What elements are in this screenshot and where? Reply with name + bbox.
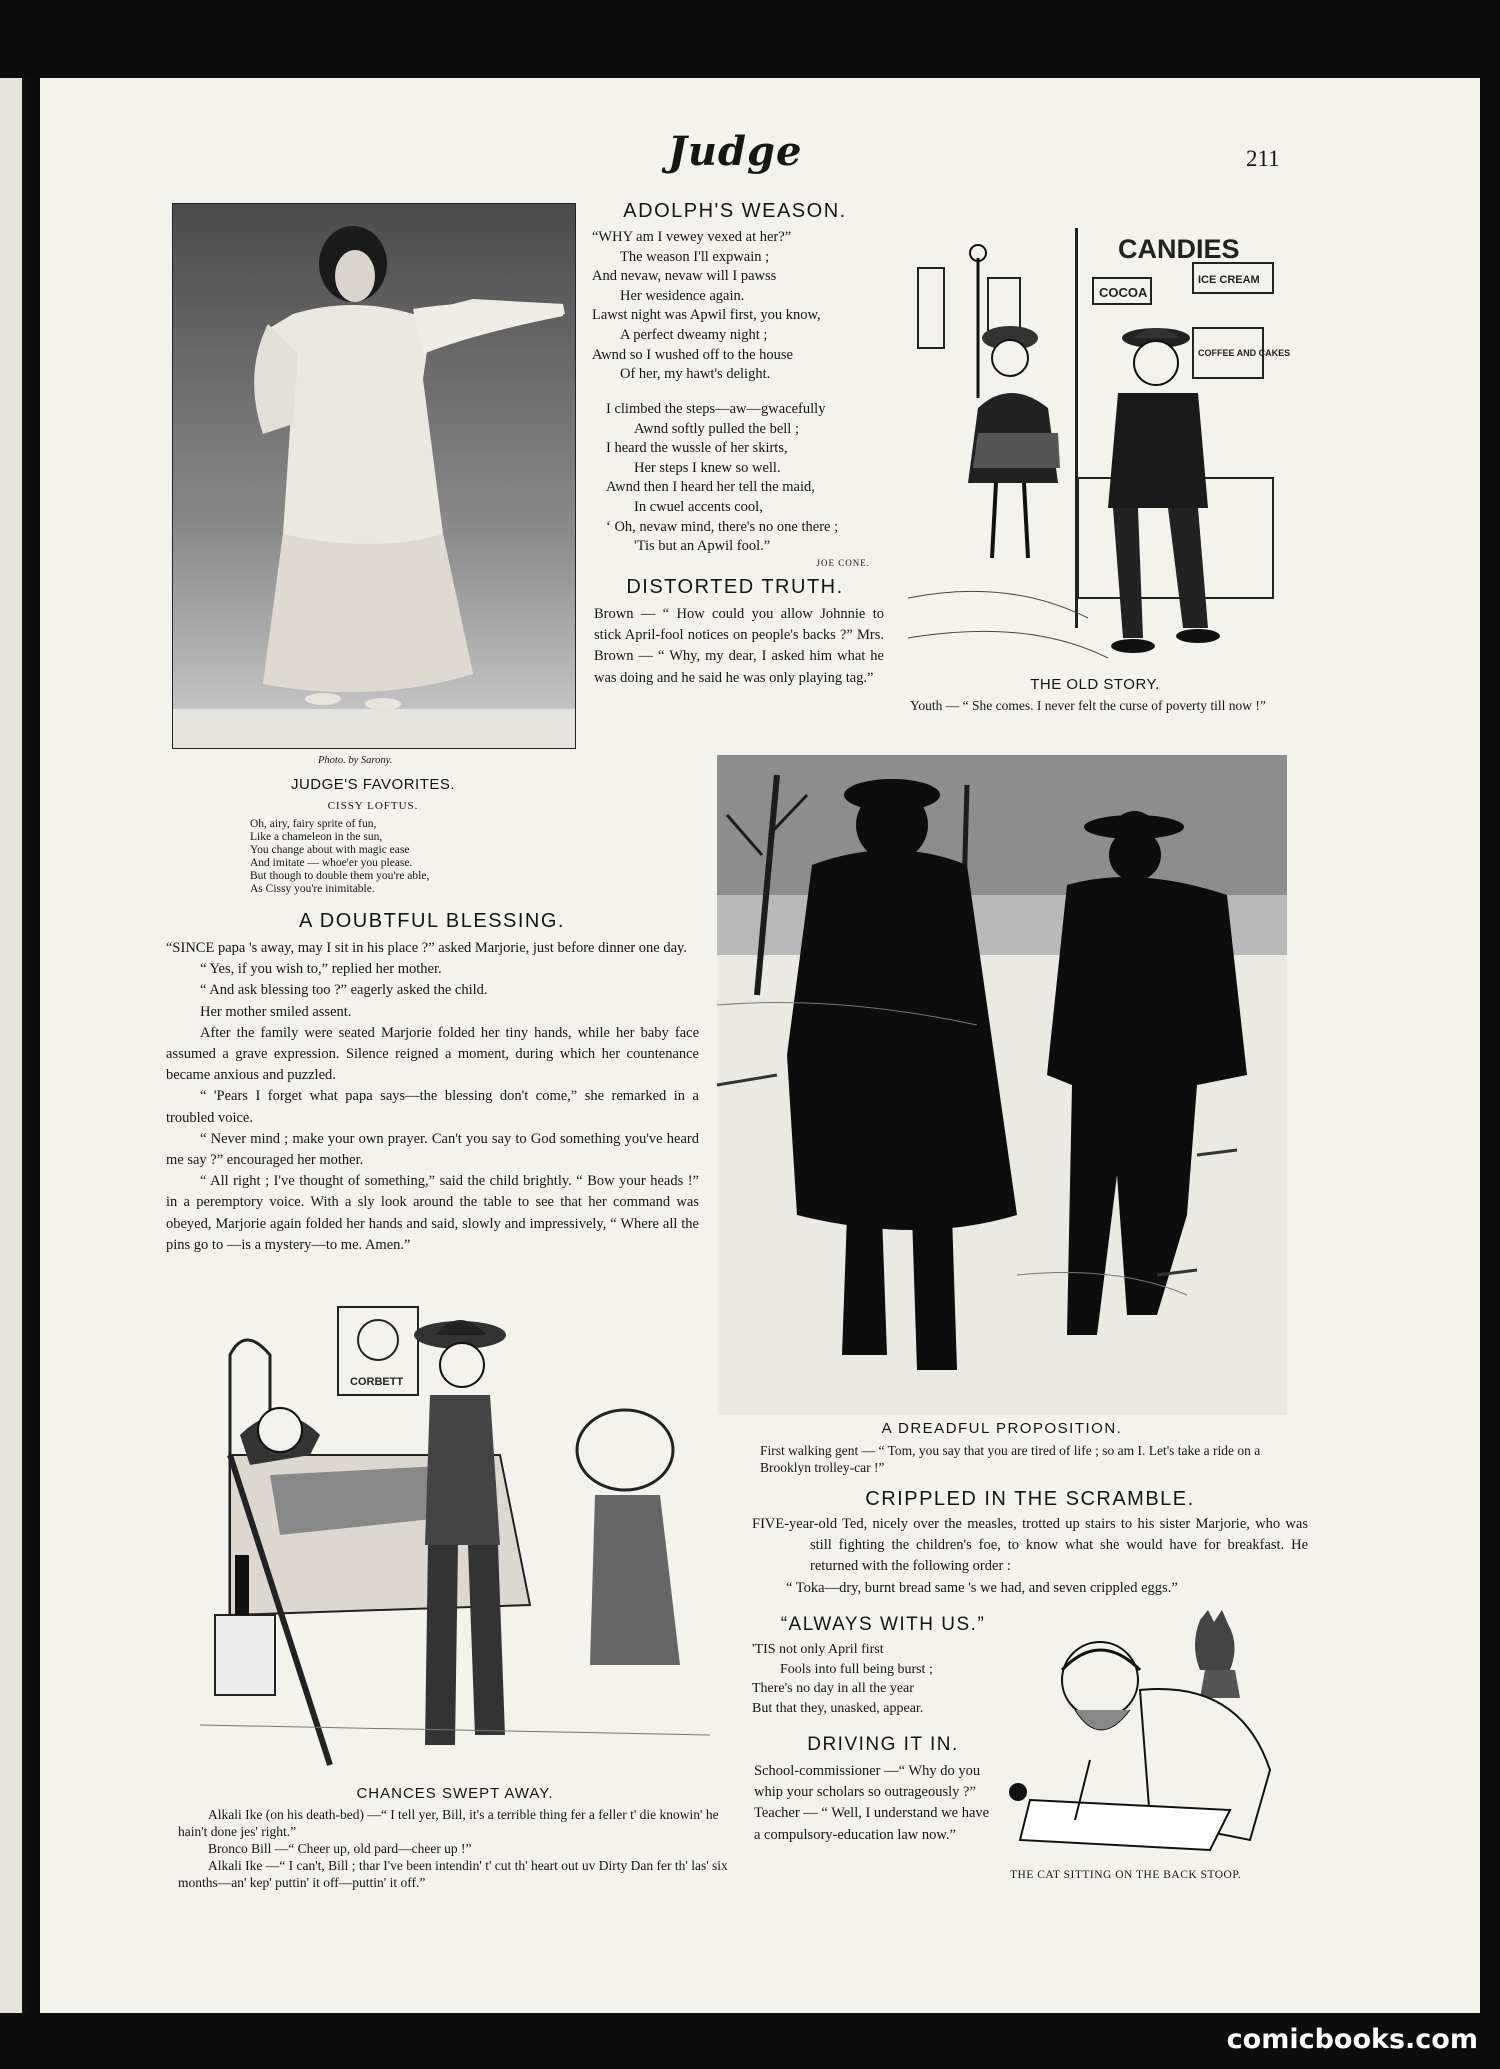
verse-line: I heard the wussle of her skirts, [606,440,788,457]
verse-line: 'TIS not only April first [752,1642,884,1657]
story-paragraph: “ All right ; I've thought of something,” said the child brightly. “ Bow your heads !” in a peremptory voice. With a sly look around the table to see that her command was obeyed, Marjorie again folded her hands and said, slowly and impressively, “ Where all the pins go to —is a mystery—to me. Amen.” [166,1173,699,1253]
verse-line: In cwuel accents cool, [634,498,763,515]
left-page-edge [0,78,28,2013]
verse-line: “WHY am I vewey vexed at her?” [592,229,792,245]
sign-cocoa: COCOA [1099,285,1148,300]
page-number: 211 [1246,146,1280,171]
doubtful-blessing-title: A DOUBTFUL BLESSING. [299,910,565,932]
old-story-title: THE OLD STORY. [1030,676,1160,693]
dreadful-proposition-title: A DREADFUL PROPOSITION. [881,1420,1123,1437]
always-with-us-poem [752,1640,1022,1718]
poem-line: You change about with magic ease [250,844,410,856]
poem-line: And imitate — whoe'er you please. [250,857,413,869]
driving-it-in-title: DRIVING IT IN. [807,1734,959,1755]
photo-credit: Photo. by Sarony. [318,755,393,766]
sign-ice-cream: ICE CREAM [1198,274,1260,286]
dreadful-proposition-illustration [717,755,1287,1415]
corbett-poster-label: CORBETT [350,1376,404,1388]
verse-line: Lawst night was Apwil first, you know, [592,307,821,324]
story-paragraph: “SINCE papa 's away, may I sit in his place ?” asked Marjorie, just before dinner one day. [166,940,687,956]
story-paragraph: FIVE-year-old Ted, nicely over the measles, trotted up stairs to his sister Marjorie, who was still fighting the children's foe, to know what she would have for breakfast. He returned with the following order : [752,1516,1308,1575]
sign-coffee: COFFEE AND CAKES [1198,348,1291,358]
verse-line: The weason I'll expwain ; [620,248,770,265]
chances-swept-away-caption [178,1806,734,1891]
verse-line: But that they, unasked, appear. [752,1700,924,1716]
masthead: Judge [668,128,803,175]
story-paragraph: “ Toka—dry, burnt bread same 's we had, and seven crippled eggs.” [786,1579,1178,1596]
distorted-truth-title: DISTORTED TRUTH. [626,576,844,598]
poem-line: Like a chameleon in the sun, [250,831,383,843]
old-story-illustration [908,198,1291,670]
verse-line: Her wesidence again. [620,287,745,304]
adolphs-weason-stanza-1 [592,228,882,385]
judges-favorites-poem [250,818,429,896]
adolphs-weason-stanza-2 [606,400,896,557]
cissy-loftus-photo [172,203,576,749]
story-paragraph: “ And ask blessing too ?” eagerly asked the child. [200,982,488,999]
judges-favorites-subtitle: CISSY LOFTUS. [327,800,419,812]
story-paragraph: “ 'Pears I forget what papa says—the blessing don't come,” she remarked in a troubled voice. [166,1088,699,1126]
distorted-truth-text: Brown — “ How could you allow Johnnie to stick April-fool notices on people's backs ?” Mrs. Brown — “ Why, my dear, I asked him what he was doing and he said he was only playing tag.” [594,606,884,686]
chances-swept-away-illustration [200,1285,710,1785]
verse-line: Her steps I knew so well. [634,459,781,476]
poem-line: But though to double them you're able, [250,870,430,882]
adolphs-weason-author: JOE CONE. [816,558,870,568]
adolphs-weason-title: ADOLPH'S WEASON. [623,200,847,222]
verse-line: ‘ Oh, nevaw mind, there's no one there ; [606,518,839,535]
dreadful-proposition-caption: First walking gent — “ Tom, you say that you are tired of life ; so am I. Let's take a ride on a Brooklyn trolley-car !” [760,1443,1261,1475]
story-paragraph: “ Never mind ; make your own prayer. Can't you say to God something you've heard me say ?” encouraged her mother. [166,1130,699,1169]
story-paragraph: “ Yes, if you wish to,” replied her mother. [200,961,442,978]
verse-line: Of her, my hawt's delight. [620,366,771,383]
watermark: comicbooks.com [1226,2024,1478,2055]
always-with-us-title: “ALWAYS WITH US.” [780,1614,986,1635]
verse-line: Awnd then I heard her tell the maid, [606,479,815,496]
caption-line: Alkali Ike —“ I can't, Bill ; thar I've been intendin' t' cut th' heart out uv Dirty Dan fer th' las' six months—an' kep' puttin' it off—puttin' it off.” [178,1858,728,1890]
verse-line: Awnd softly pulled the bell ; [634,420,799,437]
caption-line: Alkali Ike (on his death-bed) —“ I tell yer, Bill, it's a terrible thing fer a feller t' die knowin' he hain't done jes' right.” [178,1807,719,1839]
caption-line: Bronco Bill —“ Cheer up, old pard—cheer up !” [208,1841,472,1856]
verse-line: Awnd so I wushed off to the house [592,346,793,363]
cat-illustration [1000,1610,1310,1865]
driving-it-in-text: School-commissioner —“ Why do you whip your scholars so outrageously ?” Teacher — “ Well, I understand we have a compulsory-education law now.” [754,1763,990,1843]
poem-line: Oh, airy, fairy sprite of fun, [250,818,377,830]
chances-swept-away-title: CHANCES SWEPT AWAY. [356,1785,554,1802]
verse-line: Fools into full being burst ; [780,1661,933,1677]
crippled-text [752,1514,1308,1599]
poem-line: As Cissy you're inimitable. [250,883,375,895]
judges-favorites-title: JUDGE'S FAVORITES. [290,776,456,793]
story-paragraph: After the family were seated Marjorie folded her tiny hands, while her baby face assumed a grave expression. Silence reigned a moment, during which her countenance became anxious and puzzled. [166,1024,699,1084]
verse-line: 'Tis but an Apwil fool.” [634,538,771,555]
old-story-caption: Youth — “ She comes. I never felt the curse of poverty till now !” [910,698,1266,713]
cat-caption: THE CAT SITTING ON THE BACK STOOP. [1010,1869,1242,1881]
story-paragraph: Her mother smiled assent. [200,1003,352,1020]
sign-candies: CANDIES [1118,234,1240,264]
doubtful-blessing-text [166,938,699,1256]
verse-line: And nevaw, nevaw will I pawss [592,268,777,285]
verse-line: There's no day in all the year [752,1681,914,1697]
verse-line: A perfect dweamy night ; [620,326,768,343]
crippled-title: CRIPPLED IN THE SCRAMBLE. [865,1488,1195,1510]
verse-line: I climbed the steps—aw—gwacefully [606,401,826,417]
